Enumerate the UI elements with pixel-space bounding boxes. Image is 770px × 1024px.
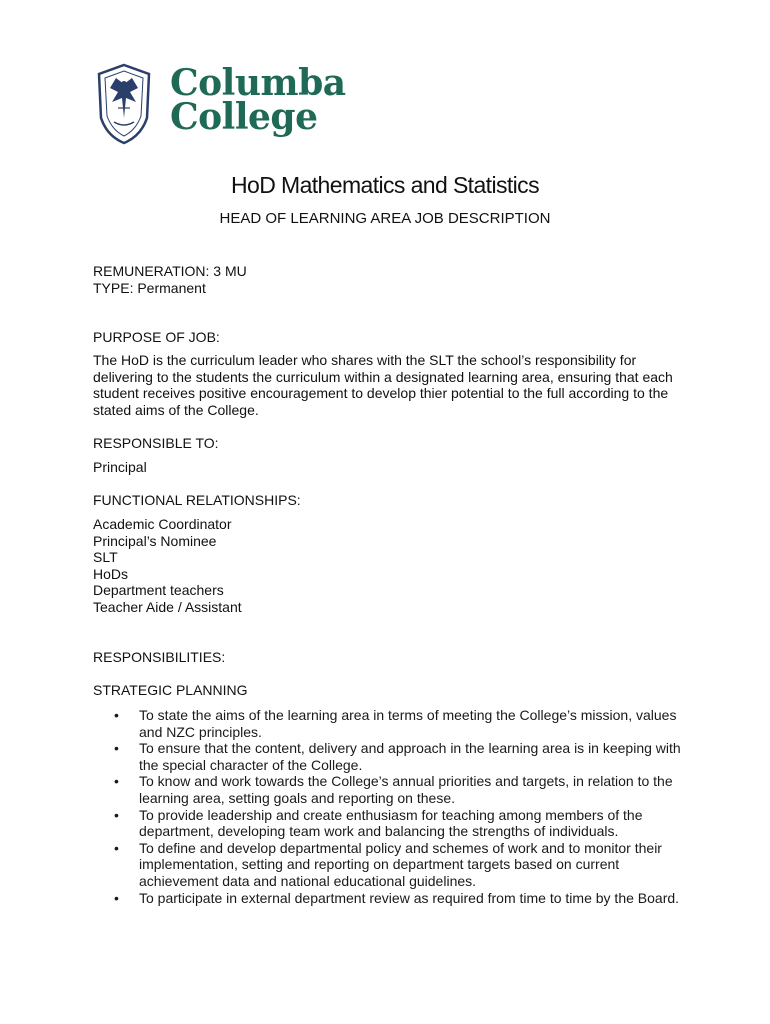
page-subtitle: HEAD OF LEARNING AREA JOB DESCRIPTION: [219, 210, 551, 227]
list-item: [93, 773, 693, 806]
remuneration-text: REMUNERATION: 3 MU: [93, 263, 247, 279]
list-item: Department teachers: [93, 582, 224, 599]
list-item-text: To participate in external department review as required from time to time by the Board.: [139, 889, 680, 906]
crest-icon: [96, 62, 152, 146]
bullet-icon: •: [114, 889, 119, 906]
responsible-value: Principal: [93, 459, 147, 475]
bullet-icon: •: [114, 773, 119, 790]
type-text: TYPE: Permanent: [93, 279, 206, 296]
strategic-planning-heading: STRATEGIC PLANNING: [93, 682, 248, 698]
responsible-heading: RESPONSIBLE TO:: [93, 435, 219, 451]
responsibilities-list: [93, 707, 693, 906]
list-item-text: To provide leadership and create enthusiasm for teaching among members of the department, developing team work and balancing the strengths of individuals.: [139, 806, 643, 840]
responsibilities-heading: RESPONSIBILITIES:: [93, 649, 226, 665]
purpose-text: The HoD is the curriculum leader who shares with the SLT the school’s responsibility for delivering to the students the curriculum within a designated learning area, ensuring that each student receives positive encouragement to develop thier potential to the full according to the stated aims of the College.: [93, 352, 673, 418]
bullet-icon: •: [114, 740, 119, 757]
list-item-text: To state the aims of the learning area in terms of meeting the College’s mission, values and NZC principles.: [139, 707, 677, 740]
bullet-icon: •: [114, 806, 119, 823]
list-item: Principal’s Nominee: [93, 532, 217, 549]
list-item: [93, 807, 693, 840]
list-item-text: To know and work towards the College’s annual priorities and targets, in relation to the learning area, setting goals and reporting on these.: [139, 773, 673, 806]
list-item: [93, 707, 693, 740]
wordmark-line-1: Columba: [170, 62, 346, 104]
list-item: [93, 740, 693, 773]
bullet-icon: •: [114, 839, 119, 856]
list-item-text: To define and develop departmental policy and schemes of work and to monitor their implementation, setting and reporting on department targets based on current achievement data and national educational guidelines.: [139, 839, 662, 889]
wordmark-line-2: College: [170, 96, 318, 138]
list-item: Teacher Aide / Assistant: [93, 598, 242, 615]
functional-list: [93, 516, 242, 616]
list-item: SLT: [93, 549, 118, 566]
page-title: HoD Mathematics and Statistics: [231, 172, 539, 198]
list-item: HoDs: [93, 565, 129, 582]
wordmark: [170, 62, 346, 138]
list-item: [93, 890, 693, 907]
purpose-heading: PURPOSE OF JOB:: [93, 329, 220, 345]
list-item: [93, 840, 693, 890]
bullet-icon: •: [114, 707, 119, 723]
list-item: Academic Coordinator: [93, 516, 232, 532]
functional-heading: FUNCTIONAL RELATIONSHIPS:: [93, 492, 301, 508]
job-meta: [93, 263, 247, 296]
list-item-text: To ensure that the content, delivery and approach in the learning area is in keeping with the special character of the College.: [139, 740, 681, 773]
